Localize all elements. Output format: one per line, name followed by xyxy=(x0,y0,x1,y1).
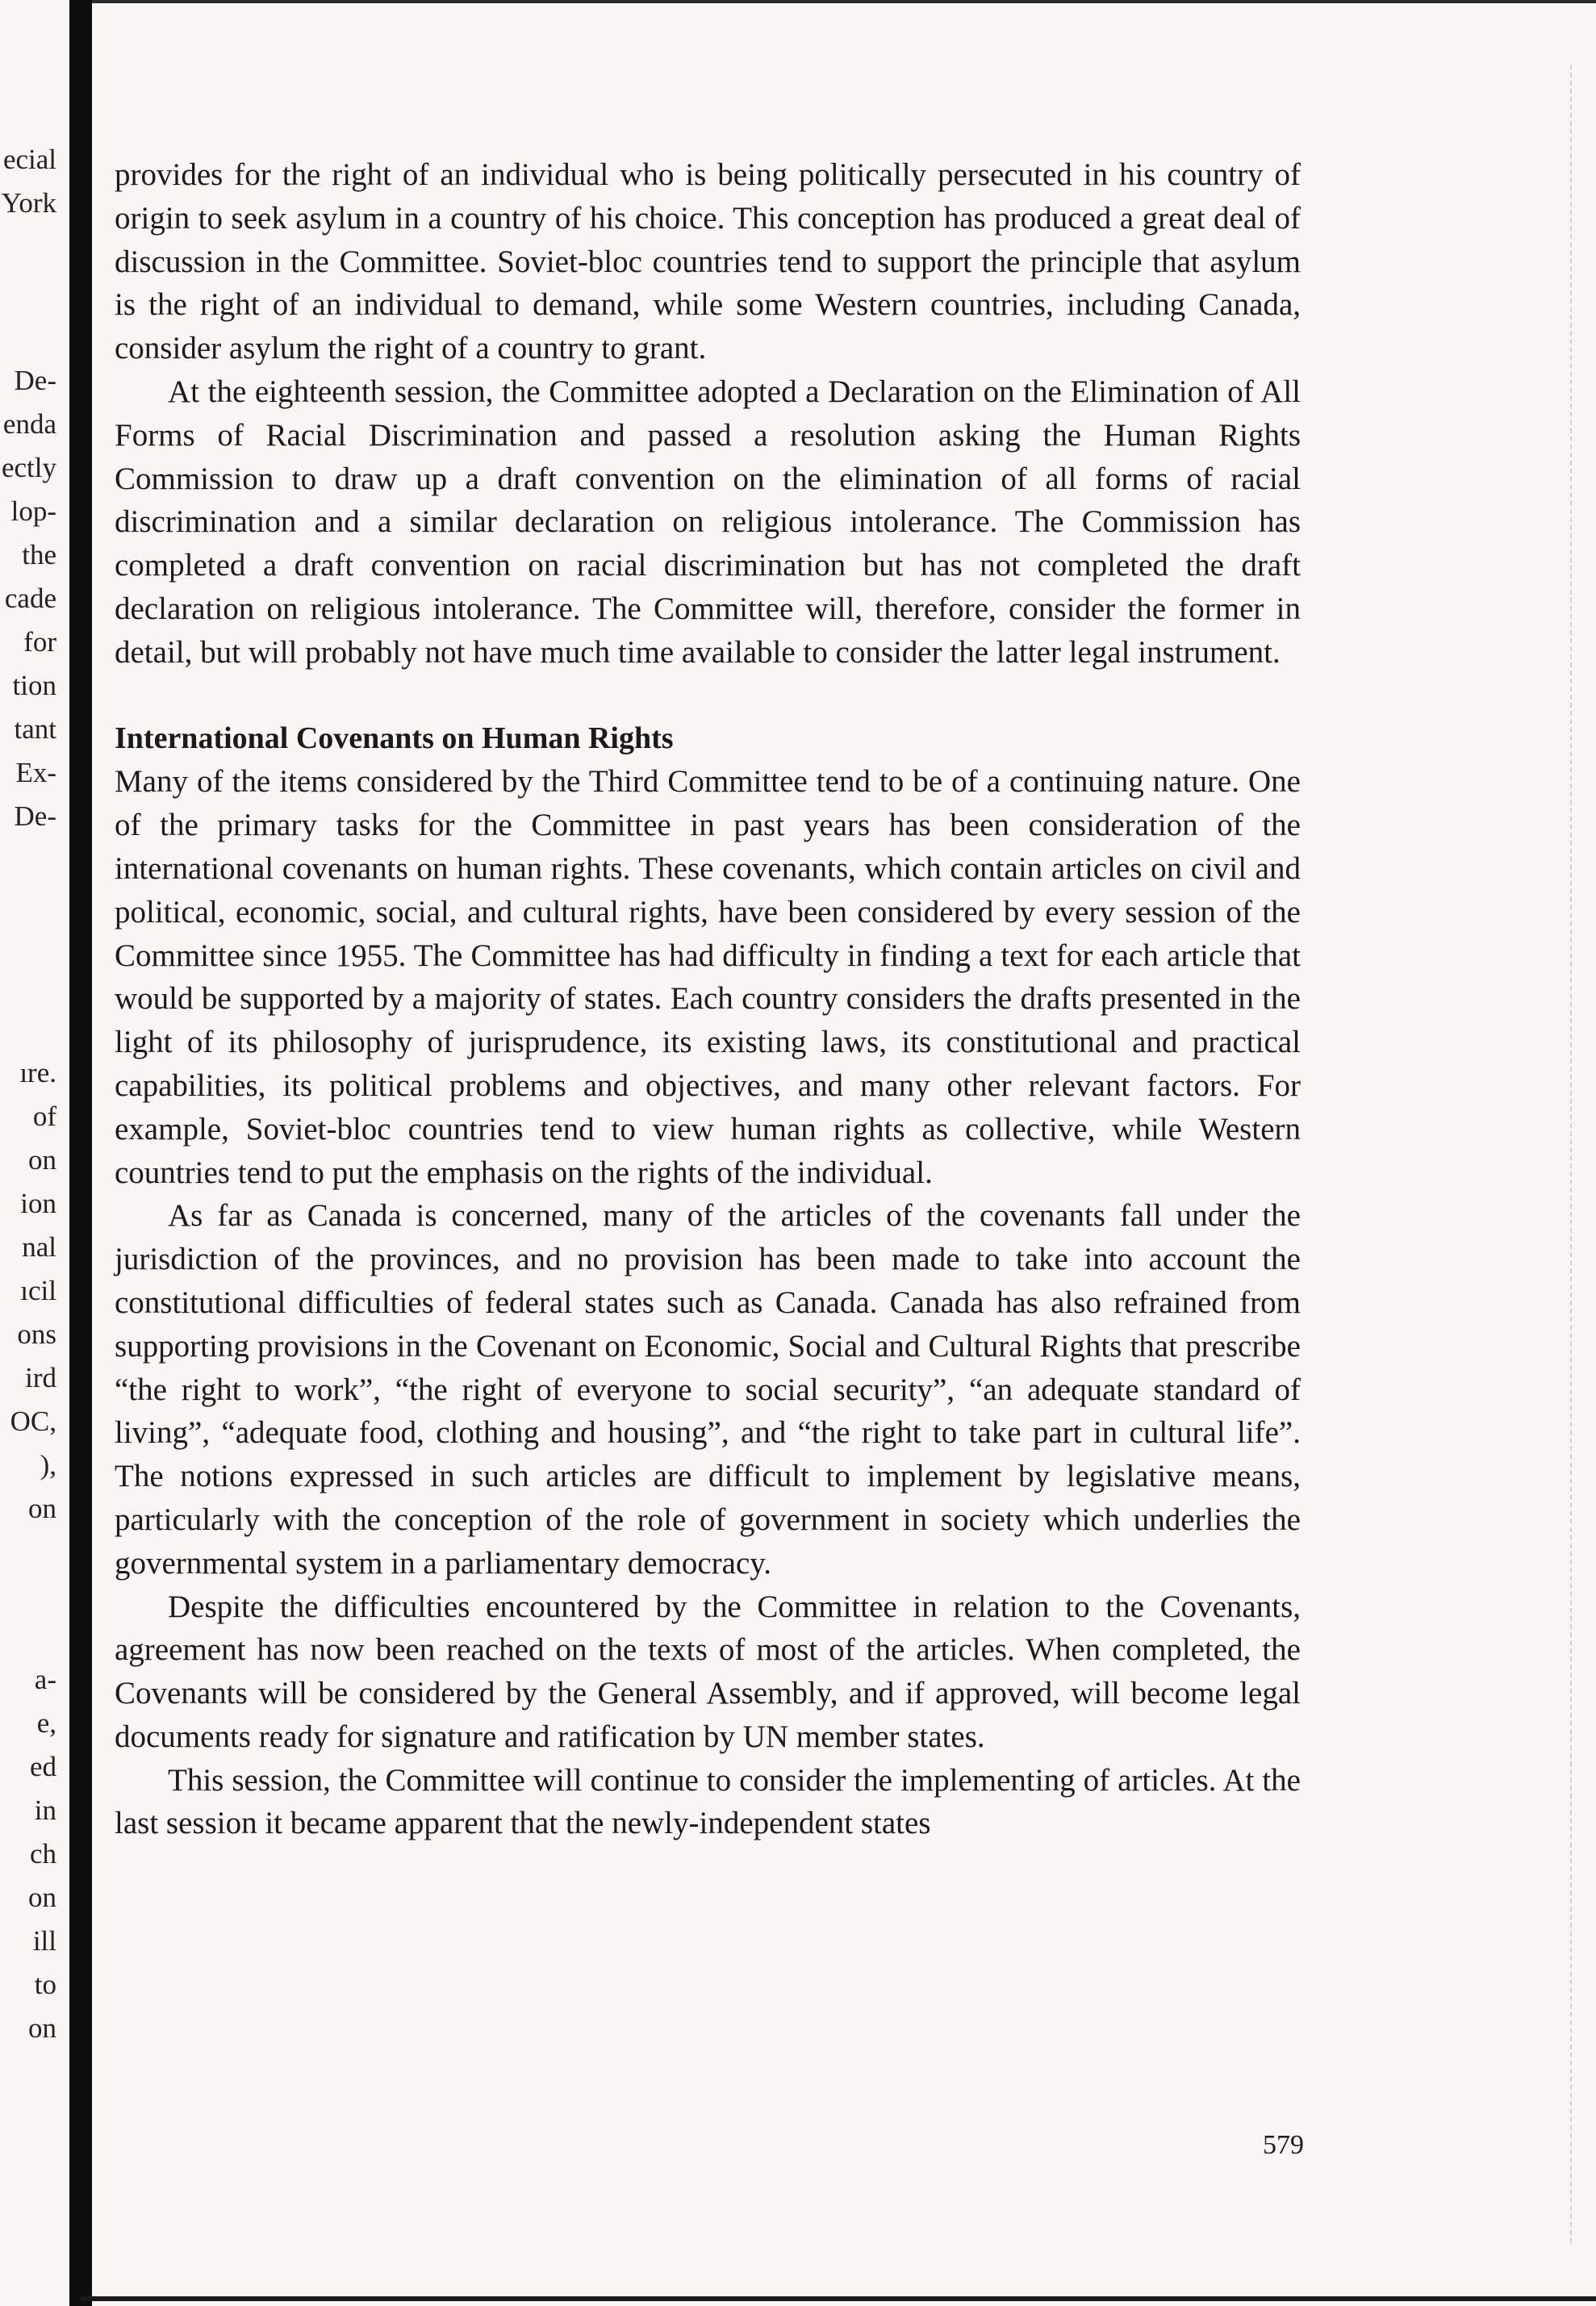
main-text-column xyxy=(115,153,1301,1845)
page-number: 579 xyxy=(1263,2130,1304,2160)
facing-page-fragment-line: on xyxy=(28,1882,56,1913)
facing-page-fragment-line: ird xyxy=(25,1362,56,1393)
section-heading-covenants: International Covenants on Human Rights xyxy=(115,721,674,755)
facing-page-fragment-line: on xyxy=(28,1144,56,1176)
facing-page-fragment-line: of xyxy=(32,1101,56,1132)
facing-page-fragment-line: the xyxy=(22,539,56,570)
binding-gutter xyxy=(69,0,92,2306)
facing-page-fragment-line: for xyxy=(23,626,56,658)
facing-page-fragment-line: ectly xyxy=(1,452,56,483)
right-page-edge xyxy=(1570,65,1573,2243)
facing-page-fragment-line: ıre. xyxy=(19,1057,56,1088)
facing-page-fragment-line: ıcil xyxy=(20,1275,56,1306)
facing-page-fragment-line: OC, xyxy=(10,1406,56,1437)
facing-page-fragment-line: York xyxy=(1,187,56,219)
facing-page-fragment-line: ed xyxy=(29,1751,56,1782)
facing-page-fragment-line: cade xyxy=(4,583,56,614)
facing-page-fragment-line: a- xyxy=(34,1664,56,1695)
facing-page-fragment-line: to xyxy=(34,1969,56,2000)
paragraph-covenants-intro: Many of the items considered by the Third Committee tend to be of a continuing nature. One of the primary tasks for the Committee in past years has been consideration of the international covenants on human rights. These covenants, which contain articles on civil and political, economic, social, and cultural rights, have been considered by every session of the Committee since 1955. The Committee has had difficulty in finding a text for each article that would be supported by a majority of states. Each country considers the drafts presented in the light of its philosophy of jurisprudence, its existing laws, its constitutional and practical capabilities, its political problems and objectives, and many other relevant factors. For example, Soviet-bloc countries tend to view human rights as collective, while Western countries tend to put the emphasis on the rights of the individual. xyxy=(115,764,1301,1190)
facing-page-fragment xyxy=(0,0,65,2306)
facing-page-fragment-line: De- xyxy=(14,800,56,832)
paragraph-implementing-articles: This session, the Committee will continue to consider the implementing of articles. At the last session it became apparent that the newly-independent states xyxy=(115,1762,1301,1841)
facing-page-fragment-line: in xyxy=(34,1794,56,1826)
top-edge-rule xyxy=(92,0,1596,3)
paragraph-racial-discrimination: At the eighteenth session, the Committee adopted a Declaration on the Elimination of All Forms of Racial Discrimination and passed a resolution asking the Human Rights Commission to draw up a draft convention on the elimination of all forms of racial discrimination and a similar declaration on religious intolerance. The Commission has completed a draft convention on racial discrimination but has not completed the draft declaration on religious intolerance. The Committee will, therefore, consider the former in detail, but will probably not have much time available to consider the latter legal instrument. xyxy=(115,374,1301,670)
facing-page-fragment-line: on xyxy=(28,2012,56,2044)
facing-page-fragment-line: nal xyxy=(22,1231,56,1263)
facing-page-fragment-line: lop- xyxy=(10,495,56,527)
bottom-edge-rule xyxy=(81,2296,1596,2301)
facing-page-fragment-line: tion xyxy=(12,670,56,701)
facing-page-fragment-line: on xyxy=(28,1493,56,1524)
facing-page-fragment-line: ion xyxy=(20,1188,56,1219)
facing-page-fragment-line: ch xyxy=(29,1838,56,1869)
facing-page-fragment-line: enda xyxy=(2,408,56,440)
facing-page-fragment-line: e, xyxy=(36,1707,56,1739)
paragraph-canada-position: As far as Canada is concerned, many of the articles of the covenants fall under the jurisdiction of the provinces, and no provision has been made to take into account the constitutional difficulties of federal states such as Canada. Canada has also refrained from supporting provisions in the Covenant on Economic, Social and Cultural Rights that prescribe “the right to work”, “the right of everyone to social security”, “an adequate standard of living”, “adequate food, clothing and housing”, and “the right to take part in cultural life”. The notions expressed in such articles are difficult to implement by legislative means, particularly with the conception of the role of government in society which underlies the governmental system in a parliamentary democracy. xyxy=(115,1198,1301,1581)
paragraph-asylum: provides for the right of an individual who is being politically persecuted in his country of origin to seek asylum in a country of his choice. This conception has produced a great deal of discussion in the Committee. Soviet-bloc countries tend to support the principle that asylum is the right of an individual to demand, while some Western countries, including Canada, consider asylum the right of a country to grant. xyxy=(115,157,1301,366)
facing-page-fragment-line: ill xyxy=(32,1925,56,1957)
facing-page-fragment-line: ), xyxy=(40,1449,56,1481)
facing-page-fragment-line: tant xyxy=(14,713,56,745)
facing-page-fragment-line: ecial xyxy=(2,144,56,175)
facing-page-fragment-line: ons xyxy=(17,1318,56,1350)
facing-page-fragment-line: De- xyxy=(14,365,56,396)
facing-page-fragment-line: Ex- xyxy=(15,757,56,788)
paragraph-agreement-reached: Despite the difficulties encountered by the Committee in relation to the Covenants, agreement has now been reached on the texts of most of the articles. When completed, the Covenants will be considered by the General Assembly, and if approved, will become legal documents ready for signature and ratification by UN member states. xyxy=(115,1589,1301,1754)
